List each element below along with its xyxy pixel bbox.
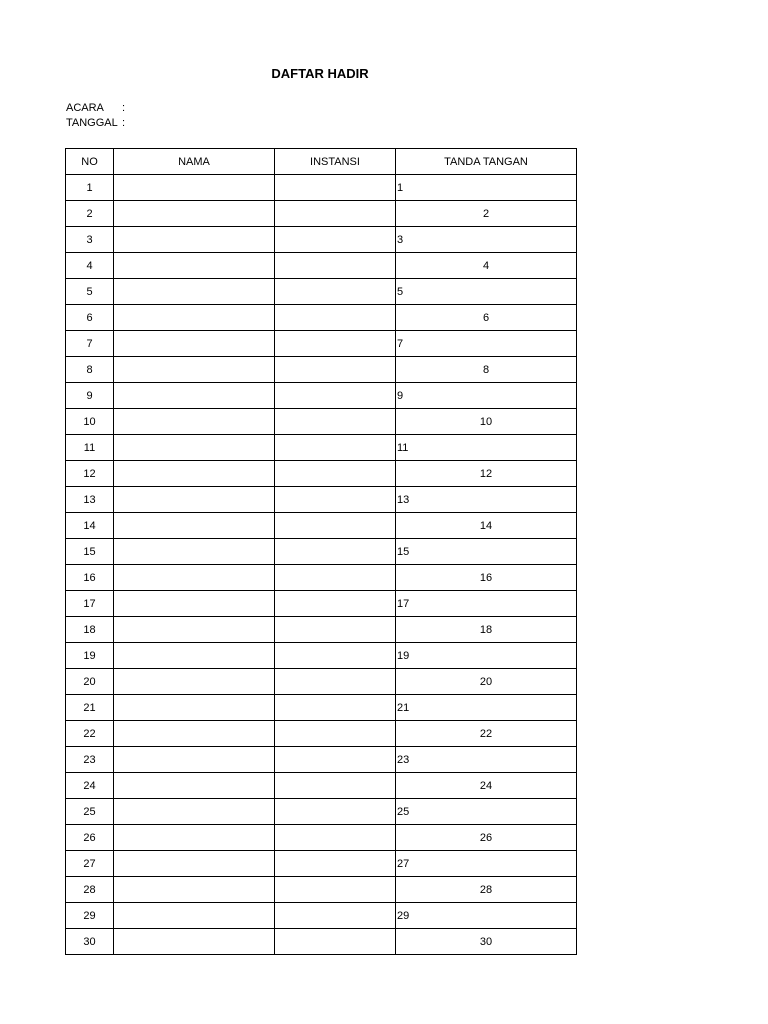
instansi-cell [275, 487, 396, 513]
table-row [66, 747, 577, 773]
table-row [66, 877, 577, 903]
nama-cell [114, 357, 275, 383]
tanda-tangan-cell: 10 [396, 409, 577, 435]
instansi-cell [275, 877, 396, 903]
row-number-cell: 8 [66, 357, 114, 383]
table-header-row [66, 149, 577, 175]
nama-cell [114, 695, 275, 721]
instansi-cell [275, 799, 396, 825]
tanda-tangan-cell: 26 [396, 825, 577, 851]
table-row [66, 929, 577, 955]
instansi-cell [275, 929, 396, 955]
nama-cell [114, 201, 275, 227]
table-row [66, 383, 577, 409]
table-row [66, 669, 577, 695]
instansi-cell [275, 175, 396, 201]
tanda-tangan-cell: 2 [396, 201, 577, 227]
table-row [66, 279, 577, 305]
tanda-tangan-cell: 5 [396, 279, 577, 305]
table-row [66, 695, 577, 721]
instansi-cell [275, 903, 396, 929]
acara-field [66, 102, 125, 114]
row-number-cell: 17 [66, 591, 114, 617]
table-row [66, 903, 577, 929]
instansi-cell [275, 591, 396, 617]
tanda-tangan-cell: 6 [396, 305, 577, 331]
tanggal-separator: : [122, 117, 126, 129]
instansi-cell [275, 227, 396, 253]
acara-label: ACARA [66, 102, 104, 114]
instansi-cell [275, 513, 396, 539]
row-number-cell: 12 [66, 461, 114, 487]
tanggal-label: TANGGAL [66, 117, 118, 129]
nama-cell [114, 929, 275, 955]
row-number-cell: 9 [66, 383, 114, 409]
row-number-cell: 1 [66, 175, 114, 201]
tanda-tangan-cell: 25 [396, 799, 577, 825]
tanda-tangan-cell: 20 [396, 669, 577, 695]
tanda-tangan-cell: 28 [396, 877, 577, 903]
table-row [66, 565, 577, 591]
table-row [66, 357, 577, 383]
tanda-tangan-cell: 30 [396, 929, 577, 955]
row-number-cell: 6 [66, 305, 114, 331]
nama-cell [114, 279, 275, 305]
nama-cell [114, 383, 275, 409]
row-number-cell: 24 [66, 773, 114, 799]
header-no: NO [66, 149, 114, 175]
table-row [66, 253, 577, 279]
table-body [66, 175, 577, 955]
tanda-tangan-cell: 8 [396, 357, 577, 383]
nama-cell [114, 617, 275, 643]
nama-cell [114, 747, 275, 773]
table-row [66, 799, 577, 825]
tanda-tangan-cell: 4 [396, 253, 577, 279]
tanggal-field [66, 117, 125, 129]
table-row [66, 305, 577, 331]
tanda-tangan-cell: 13 [396, 487, 577, 513]
tanda-tangan-cell: 1 [396, 175, 577, 201]
instansi-cell [275, 357, 396, 383]
nama-cell [114, 825, 275, 851]
instansi-cell [275, 435, 396, 461]
tanda-tangan-cell: 12 [396, 461, 577, 487]
row-number-cell: 26 [66, 825, 114, 851]
instansi-cell [275, 565, 396, 591]
row-number-cell: 4 [66, 253, 114, 279]
tanda-tangan-cell: 19 [396, 643, 577, 669]
tanda-tangan-cell: 16 [396, 565, 577, 591]
nama-cell [114, 877, 275, 903]
table-row [66, 487, 577, 513]
row-number-cell: 25 [66, 799, 114, 825]
instansi-cell [275, 825, 396, 851]
row-number-cell: 3 [66, 227, 114, 253]
table-row [66, 721, 577, 747]
instansi-cell [275, 747, 396, 773]
document-title: DAFTAR HADIR [271, 66, 369, 81]
nama-cell [114, 591, 275, 617]
attendance-table [65, 148, 577, 955]
row-number-cell: 5 [66, 279, 114, 305]
table-row [66, 773, 577, 799]
table-row [66, 435, 577, 461]
nama-cell [114, 669, 275, 695]
tanda-tangan-cell: 29 [396, 903, 577, 929]
table-row [66, 331, 577, 357]
instansi-cell [275, 695, 396, 721]
tanda-tangan-cell: 15 [396, 539, 577, 565]
nama-cell [114, 487, 275, 513]
instansi-cell [275, 253, 396, 279]
table-row [66, 175, 577, 201]
nama-cell [114, 305, 275, 331]
header-instansi: INSTANSI [275, 149, 396, 175]
table-row [66, 851, 577, 877]
instansi-cell [275, 643, 396, 669]
row-number-cell: 19 [66, 643, 114, 669]
instansi-cell [275, 669, 396, 695]
tanda-tangan-cell: 7 [396, 331, 577, 357]
table-row [66, 617, 577, 643]
tanda-tangan-cell: 9 [396, 383, 577, 409]
row-number-cell: 22 [66, 721, 114, 747]
nama-cell [114, 799, 275, 825]
acara-separator: : [122, 102, 126, 114]
nama-cell [114, 643, 275, 669]
row-number-cell: 7 [66, 331, 114, 357]
table-row [66, 643, 577, 669]
instansi-cell [275, 617, 396, 643]
instansi-cell [275, 539, 396, 565]
row-number-cell: 18 [66, 617, 114, 643]
row-number-cell: 11 [66, 435, 114, 461]
row-number-cell: 27 [66, 851, 114, 877]
row-number-cell: 2 [66, 201, 114, 227]
nama-cell [114, 903, 275, 929]
table-row [66, 201, 577, 227]
row-number-cell: 20 [66, 669, 114, 695]
row-number-cell: 29 [66, 903, 114, 929]
tanda-tangan-cell: 11 [396, 435, 577, 461]
nama-cell [114, 851, 275, 877]
instansi-cell [275, 331, 396, 357]
tanda-tangan-cell: 18 [396, 617, 577, 643]
tanda-tangan-cell: 3 [396, 227, 577, 253]
table-row [66, 409, 577, 435]
instansi-cell [275, 383, 396, 409]
table-row [66, 513, 577, 539]
row-number-cell: 14 [66, 513, 114, 539]
tanda-tangan-cell: 14 [396, 513, 577, 539]
nama-cell [114, 539, 275, 565]
instansi-cell [275, 851, 396, 877]
row-number-cell: 30 [66, 929, 114, 955]
row-number-cell: 10 [66, 409, 114, 435]
header-tanda-tangan: TANDA TANGAN [396, 149, 577, 175]
nama-cell [114, 409, 275, 435]
row-number-cell: 16 [66, 565, 114, 591]
nama-cell [114, 253, 275, 279]
instansi-cell [275, 409, 396, 435]
nama-cell [114, 565, 275, 591]
table-row [66, 227, 577, 253]
tanda-tangan-cell: 21 [396, 695, 577, 721]
nama-cell [114, 461, 275, 487]
nama-cell [114, 331, 275, 357]
nama-cell [114, 175, 275, 201]
tanda-tangan-cell: 24 [396, 773, 577, 799]
table-row [66, 825, 577, 851]
tanda-tangan-cell: 23 [396, 747, 577, 773]
instansi-cell [275, 773, 396, 799]
instansi-cell [275, 201, 396, 227]
nama-cell [114, 227, 275, 253]
row-number-cell: 21 [66, 695, 114, 721]
nama-cell [114, 513, 275, 539]
table-row [66, 539, 577, 565]
nama-cell [114, 773, 275, 799]
instansi-cell [275, 279, 396, 305]
tanda-tangan-cell: 22 [396, 721, 577, 747]
tanda-tangan-cell: 27 [396, 851, 577, 877]
row-number-cell: 13 [66, 487, 114, 513]
row-number-cell: 28 [66, 877, 114, 903]
header-nama: NAMA [114, 149, 275, 175]
row-number-cell: 23 [66, 747, 114, 773]
nama-cell [114, 435, 275, 461]
nama-cell [114, 721, 275, 747]
row-number-cell: 15 [66, 539, 114, 565]
instansi-cell [275, 721, 396, 747]
instansi-cell [275, 305, 396, 331]
instansi-cell [275, 461, 396, 487]
table-row [66, 461, 577, 487]
tanda-tangan-cell: 17 [396, 591, 577, 617]
table-row [66, 591, 577, 617]
